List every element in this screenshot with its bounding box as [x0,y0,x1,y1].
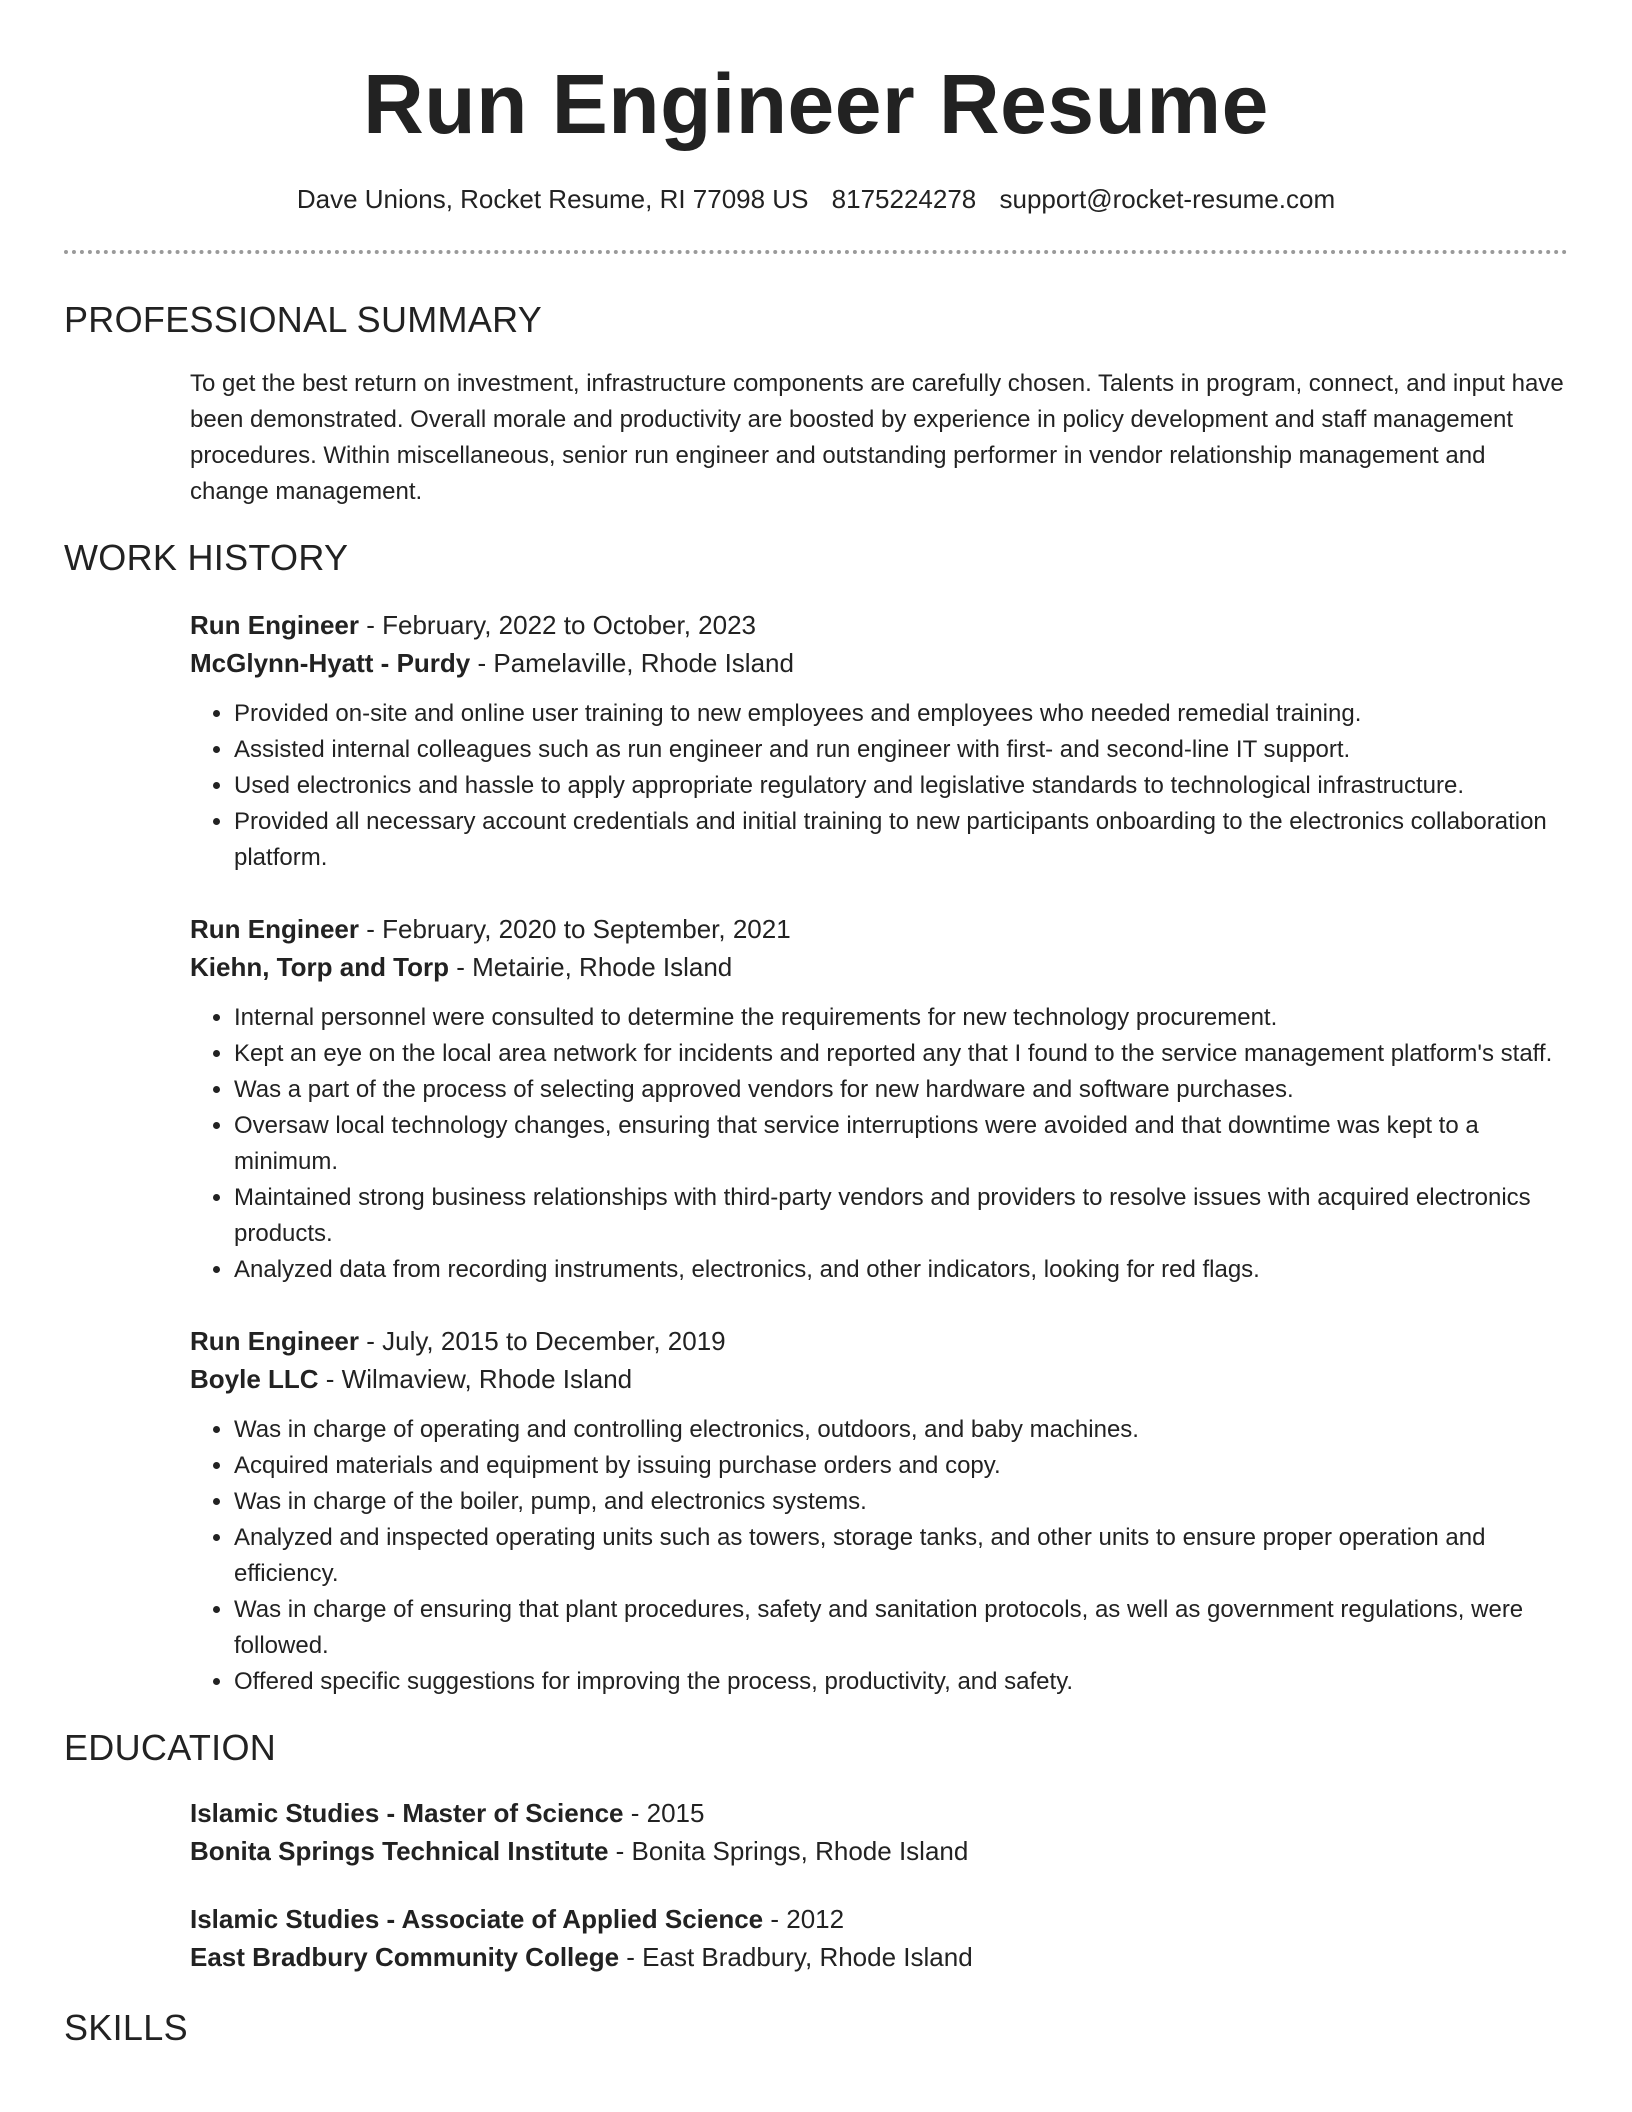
job-title: Run Engineer [190,914,360,944]
job-bullet: • Oversaw local technology changes, ensuring that service interruptions were avoided and that downtime was kept to a minimum. [234,1108,1568,1180]
work-history-heading: WORK HISTORY [64,537,349,578]
job-location: - Pamelaville, Rhode Island [470,648,794,678]
contact-phone: 8175224278 [831,184,977,214]
job-bullet: • Analyzed and inspected operating units such as towers, storage tanks, and other units to ensure proper operation and efficiency. [234,1520,1568,1592]
contact-line [64,182,1568,216]
job-location: - Metairie, Rhode Island [449,952,733,982]
job-title: Run Engineer [190,610,360,640]
job-company-line [190,1360,1568,1398]
education-degree: Islamic Studies - Master of Science [190,1798,624,1828]
job-bullet: • Provided on-site and online user training to new employees and employees who needed remedial training. [234,696,1568,732]
education-year: - 2015 [623,1798,705,1828]
job-company-line [190,948,1568,986]
job-bullet: • Analyzed data from recording instruments, electronics, and other indicators, looking for red flags. [234,1252,1568,1288]
job-title: Run Engineer [190,1326,360,1356]
job-entry [190,1322,1568,1700]
job-entry [190,606,1568,876]
job-bullet: • Kept an eye on the local area network for incidents and reported any that I found to the service management platform's staff. [234,1036,1568,1072]
contact-email: support@rocket-resume.com [999,184,1336,214]
job-bullet: • Acquired materials and equipment by issuing purchase orders and copy. [234,1448,1568,1484]
job-entry [190,910,1568,1288]
summary-heading: PROFESSIONAL SUMMARY [64,299,543,340]
job-bullet: • Offered specific suggestions for improving the process, productivity, and safety. [234,1664,1568,1700]
job-dates: - July, 2015 to December, 2019 [359,1326,726,1356]
education-school: East Bradbury Community College [190,1942,620,1972]
header-divider [64,250,1568,254]
job-company-line [190,644,1568,682]
job-title-line [190,1322,1568,1360]
education-school-line [190,1938,1568,1976]
contact-address: Dave Unions, Rocket Resume, RI 77098 US [296,184,809,214]
education-location: - Bonita Springs, Rhode Island [608,1836,969,1866]
job-bullets [190,1412,1568,1700]
job-company: Kiehn, Torp and Torp [190,952,450,982]
summary-text: To get the best return on investment, infrastructure components are carefully chosen. Talents in program, connect, and input have been demonstrated. Overall morale and productivity are boosted by experience in policy development and staff management procedures. Within miscellaneous, senior run engineer and outstanding performer in vendor relationship management and change management. [190,370,1564,505]
job-bullets [190,696,1568,876]
skills-heading: SKILLS [64,2007,188,2048]
job-location: - Wilmaview, Rhode Island [318,1364,633,1394]
job-title-line [190,910,1568,948]
education-school: Bonita Springs Technical Institute [190,1836,609,1866]
job-bullet: • Used electronics and hassle to apply appropriate regulatory and legislative standards to technological infrastructure. [234,768,1568,804]
education-degree-line [190,1900,1568,1938]
job-dates: - February, 2020 to September, 2021 [359,914,791,944]
job-bullet: • Provided all necessary account credentials and initial training to new participants onboarding to the electronics collaboration platform. [234,804,1568,876]
job-title-line [190,606,1568,644]
resume-page [64,56,1568,2050]
job-bullet: • Was in charge of operating and controlling electronics, outdoors, and baby machines. [234,1412,1568,1448]
job-bullet: • Maintained strong business relationships with third-party vendors and providers to resolve issues with acquired electronics products. [234,1180,1568,1252]
job-company: Boyle LLC [190,1364,319,1394]
education-heading: EDUCATION [64,1727,277,1768]
job-company: McGlynn-Hyatt - Purdy [190,648,471,678]
job-bullet: • Assisted internal colleagues such as run engineer and run engineer with first- and second-line IT support. [234,732,1568,768]
education-degree-line [190,1794,1568,1832]
job-bullet: • Was in charge of the boiler, pump, and electronics systems. [234,1484,1568,1520]
job-bullet: • Was in charge of ensuring that plant procedures, safety and sanitation protocols, as well as government regulations, were followed. [234,1592,1568,1664]
resume-title: Run Engineer Resume [363,57,1269,151]
education-year: - 2012 [763,1904,845,1934]
job-bullet: • Internal personnel were consulted to determine the requirements for new technology procurement. [234,1000,1568,1036]
education-location: - East Bradbury, Rhode Island [619,1942,973,1972]
job-dates: - February, 2022 to October, 2023 [359,610,756,640]
education-entry [190,1900,1568,1976]
job-bullet: • Was a part of the process of selecting approved vendors for new hardware and software purchases. [234,1072,1568,1108]
education-entry [190,1794,1568,1870]
education-school-line [190,1832,1568,1870]
job-bullets [190,1000,1568,1288]
education-degree: Islamic Studies - Associate of Applied Science [190,1904,764,1934]
